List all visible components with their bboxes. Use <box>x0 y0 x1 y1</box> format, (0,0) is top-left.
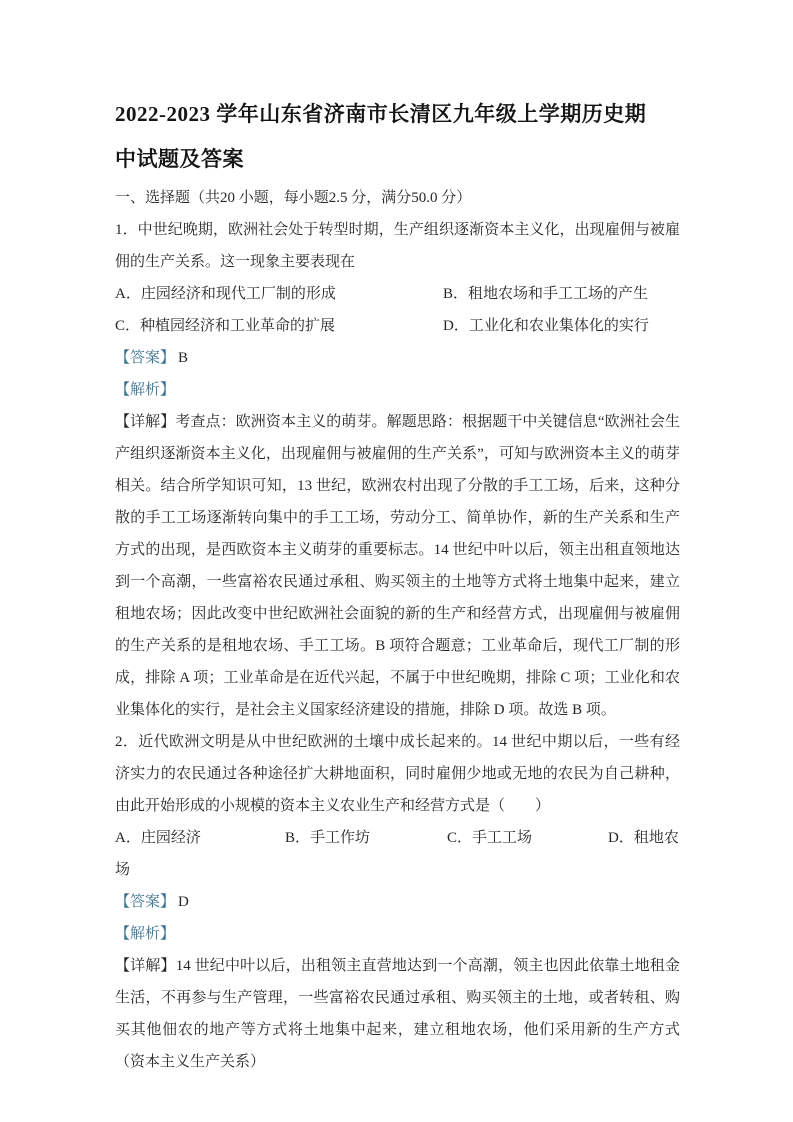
option: B．租地农场和手工工场的产生 <box>443 286 649 302</box>
answer-label: 【答案】 <box>115 894 176 910</box>
option: C．手工工场 <box>447 830 533 846</box>
analysis-label: 【解析】 <box>115 382 176 398</box>
answer-label: 【答案】 <box>115 350 176 366</box>
option-row <box>115 822 680 886</box>
question-stem: 2．近代欧洲文明是从中世纪欧洲的土壤中成长起来的。14 世纪中期以后，一些有经济实力的农民通过各种途径扩大耕地面积，同时雇佣少地或无地的农民为自己耕种，由此开始形成的小规模的资本主义农业生产和经营方式是（ ） <box>115 734 680 814</box>
analysis-label: 【解析】 <box>115 926 176 942</box>
questions-container <box>115 214 680 1078</box>
question-block <box>115 726 680 1078</box>
answer-line <box>115 886 680 918</box>
option: A．庄园经济和现代工厂制的形成 <box>115 286 336 302</box>
question-stem: 1．中世纪晚期，欧洲社会处于转型时期，生产组织逐渐资本主义化，出现雇佣与被雇佣的生产关系。这一现象主要表现在 <box>115 222 680 270</box>
page-title: 2022-2023 学年山东省济南市长清区九年级上学期历史期中试题及答案 <box>115 102 647 171</box>
question-block <box>115 214 680 726</box>
answer-line <box>115 342 680 374</box>
option: C．种植园经济和工业革命的扩展 <box>115 318 336 334</box>
option: A．庄园经济 <box>115 830 201 846</box>
analysis-line <box>115 374 680 406</box>
section-header: 一、选择题（共20 小题，每小题2.5 分，满分50.0 分） <box>115 190 472 206</box>
option-row <box>115 278 680 310</box>
analysis-line <box>115 918 680 950</box>
option: B．手工作坊 <box>285 830 371 846</box>
answer-value: B <box>178 350 189 366</box>
detail-paragraph: 【详解】考查点：欧洲资本主义的萌芽。解题思路：根据题干中关键信息“欧洲社会生产组织逐渐资本主义化，出现雇佣与被雇佣的生产关系”，可知与欧洲资本主义的萌芽相关。结合所学知识可知，13 世纪，欧洲农村出现了分散的手工工场，后来，这种分散的手工工场逐渐转向集中的手工工场，劳动分工、简单协作，新的生产关系和生产方式的出现，是西欧资本主义萌芽的重要标志。14 世纪中叶以后，领主出租直领地达到一个高潮，一些富裕农民通过承租、购买领主的土地等方式将土地集中起来，建立租地农场；因此改变中世纪欧洲社会面貌的新的生产和经营方式，出现雇佣与被雇佣的生产关系的是租地农场、手工工场。B 项符合题意；工业革命后，现代工厂制的形成，排除 A 项；工业革命是在近代兴起，不属于中世纪晚期，排除 C 项；工业化和农业集体化的实行，是社会主义国家经济建设的措施，排除 D 项。故选 B 项。 <box>115 414 680 718</box>
option: D．租地农场 <box>115 830 679 878</box>
option: D．工业化和农业集体化的实行 <box>443 318 649 334</box>
option-row <box>115 310 680 342</box>
detail-paragraph: 【详解】14 世纪中叶以后，出租领主直营地达到一个高潮，领主也因此依靠土地租金生活，不再参与生产管理，一些富裕农民通过承租、购买领主的土地，或者转租、购买其他佃农的地产等方式将土地集中起来，建立租地农场，他们采用新的生产方式（资本主义生产关系） <box>115 958 680 1070</box>
answer-value: D <box>178 894 189 910</box>
